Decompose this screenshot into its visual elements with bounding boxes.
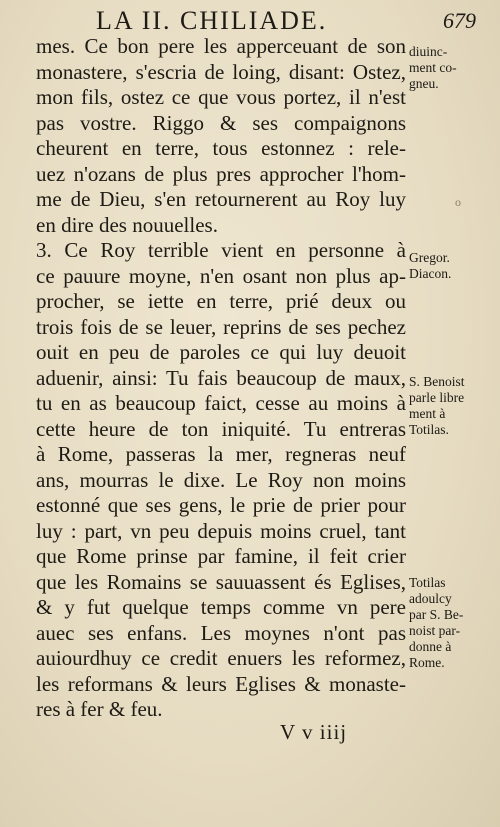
- text-line: ans, mourras le dixe. Le Roy non moins: [36, 467, 406, 492]
- text-line: en dire des nouuelles.: [36, 212, 218, 237]
- margin-note-line: Totilas: [409, 575, 446, 590]
- margin-note-gregor-diacon: [409, 250, 491, 282]
- text-line: tu en as beaucoup faict, cesse au moins à: [36, 391, 406, 415]
- page-header: [96, 6, 476, 36]
- margin-note-line: adoulcy: [409, 591, 452, 606]
- margin-note-line: S. Benoist: [409, 374, 465, 389]
- margin-note-divinement-connu: [409, 44, 491, 92]
- margin-note-totilas: [409, 575, 491, 671]
- text-line: luy : part, vn peu depuis moins cruel, tant: [36, 518, 406, 543]
- signature-mark: V v iiij: [280, 720, 348, 744]
- text-line: mon fils, ostez ce que vous portez, il n'est: [36, 85, 406, 109]
- text-line: 3. Ce Roy terrible vient en personne à: [36, 238, 406, 262]
- margin-note-line: noist par-: [409, 623, 461, 638]
- text-line: monastere, s'escria de loing, disant: Ostez,: [36, 59, 406, 84]
- text-line: trois fois de se leuer, reprins de ses pechez: [36, 314, 406, 339]
- margin-note-line: parle libre: [409, 390, 465, 405]
- margin-note-line: Rome.: [409, 655, 445, 670]
- margin-note-line: ment co-: [409, 60, 457, 75]
- text-line: que Rome prinse par famine, il feit crier: [36, 544, 406, 568]
- margin-note-line: donne à: [409, 639, 452, 654]
- text-line: que les Romains se sauuassent és Eglises,: [36, 569, 406, 594]
- text-line: res à fer & feu.: [36, 697, 163, 721]
- margin-note-line: par S. Be-: [409, 607, 464, 622]
- text-line: aduenir, ainsi: Tu fais beaucoup de maux,: [36, 365, 406, 390]
- text-line: & y fut quelque temps comme vn pere: [36, 595, 406, 619]
- text-line: auec ses enfans. Les moynes n'ont pas: [36, 620, 406, 645]
- text-line: ce pauure moyne, n'en osant non plus ap-: [36, 263, 406, 288]
- margin-note-line: gneu.: [409, 76, 439, 91]
- running-title: LA II. CHILIADE.: [96, 6, 328, 35]
- margin-note-line: diuinc-: [409, 44, 448, 59]
- margin-note-line: ment à: [409, 406, 446, 421]
- stray-ink-mark: o: [455, 195, 461, 209]
- text-line: procher, se iette en terre, prié deux ou: [36, 289, 406, 313]
- margin-note-line: Gregor.: [409, 250, 450, 265]
- page-number: 679: [443, 8, 476, 33]
- text-line: estonné que ses gens, le prie de prier pour: [36, 493, 406, 517]
- text-line: cette heure de ton iniquité. Tu entreras: [36, 416, 406, 441]
- main-text-block: [36, 34, 406, 723]
- text-line: mes. Ce bon pere les apperceuant de son: [36, 34, 406, 58]
- margin-note-line: Totilas.: [409, 422, 449, 437]
- text-line: auiourdhuy ce credit enuers les reformez,: [36, 646, 406, 670]
- margin-note-benoist: [409, 374, 491, 438]
- text-line: à Rome, passeras la mer, regneras neuf: [36, 442, 406, 466]
- text-line: uez n'ozans de plus pres approcher l'hom-: [36, 161, 406, 186]
- text-line: ouit en peu de paroles ce qui luy deuoit: [36, 340, 406, 364]
- text-line: pas vostre. Riggo & ses compaignons: [36, 110, 406, 135]
- text-line: me de Dieu, s'en retournerent au Roy luy: [36, 187, 406, 211]
- text-line: les reformans & leurs Eglises & monaste-: [36, 671, 406, 696]
- text-line: cheurent en terre, tous estonnez : rele-: [36, 136, 406, 160]
- margin-note-line: Diacon.: [409, 266, 452, 281]
